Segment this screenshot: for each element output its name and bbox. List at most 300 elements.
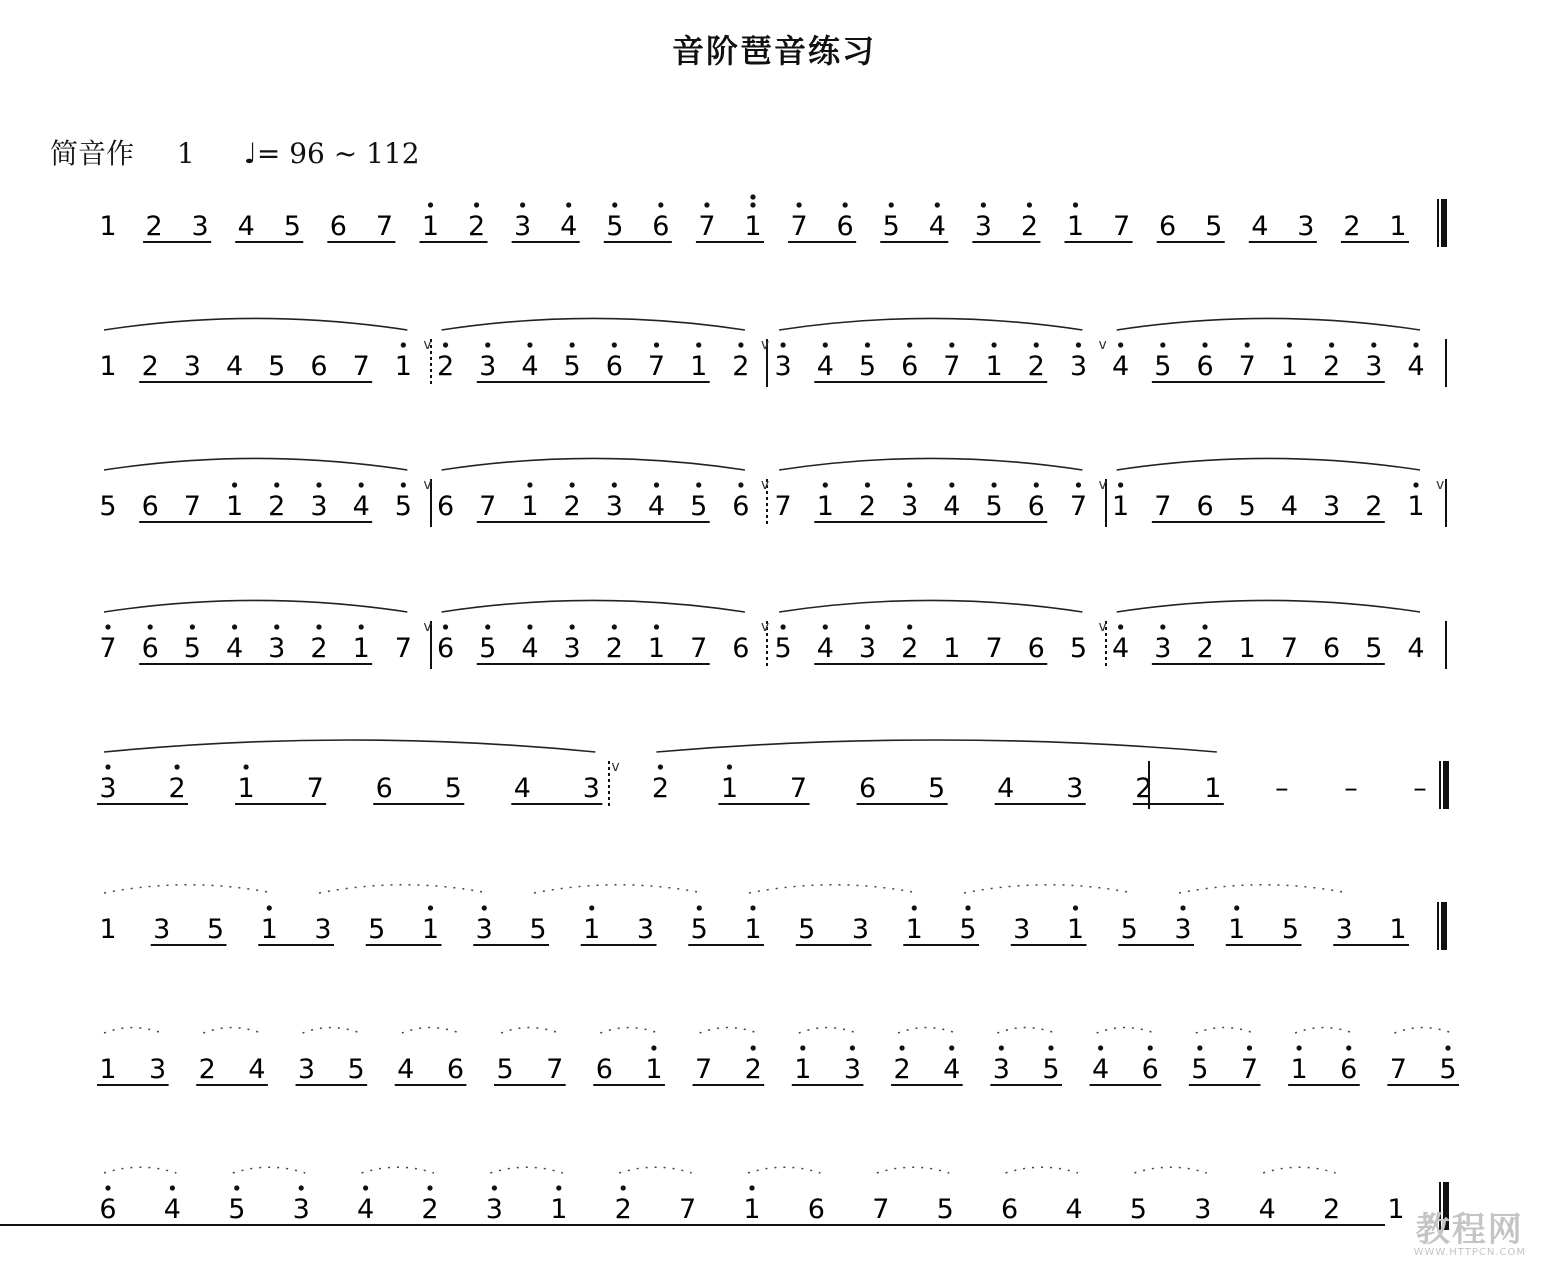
octave-dot	[621, 1185, 626, 1190]
note: 7	[1112, 211, 1131, 242]
note: 7	[790, 211, 808, 242]
note: 2	[563, 491, 581, 522]
note: 5	[936, 1194, 954, 1225]
note: 4	[1112, 633, 1130, 664]
note: 3	[582, 773, 600, 804]
note: 6	[436, 633, 455, 664]
note: 3	[1335, 914, 1353, 945]
octave-dot	[800, 1045, 805, 1050]
octave-dot	[907, 482, 912, 487]
note: 6	[141, 491, 159, 522]
octave-dot	[170, 1185, 175, 1190]
octave-dot	[482, 905, 487, 910]
note: 5	[1439, 1054, 1457, 1085]
note: 3	[1069, 351, 1088, 382]
note: 1	[421, 211, 440, 242]
octave-dot	[148, 624, 153, 629]
note: 5	[690, 491, 708, 522]
slur	[600, 1028, 658, 1033]
note: 2	[1323, 351, 1341, 382]
score-line-6	[0, 885, 1444, 950]
note: 6	[1027, 633, 1045, 664]
note: 2	[145, 211, 163, 242]
octave-dot	[244, 764, 249, 769]
note: 1	[1238, 633, 1256, 664]
note: 4	[943, 1054, 961, 1085]
octave-dot	[850, 1045, 855, 1050]
note: 3	[485, 1194, 503, 1225]
slur	[319, 885, 488, 893]
slur	[1263, 1167, 1335, 1173]
slur	[442, 600, 745, 612]
note: 5	[529, 914, 547, 945]
octave-dot	[780, 342, 785, 347]
note: 3	[843, 1054, 862, 1085]
octave-dot	[1247, 1045, 1252, 1050]
note: 4	[943, 491, 961, 522]
note: 5	[882, 211, 900, 242]
note: 7	[694, 1054, 713, 1085]
octave-dot	[267, 905, 272, 910]
note: 1	[1204, 773, 1222, 804]
note: 1	[985, 351, 1003, 382]
octave-dot	[658, 202, 663, 207]
note: 5	[858, 351, 877, 382]
note: 3	[1297, 211, 1315, 242]
slur	[877, 1167, 949, 1173]
page-title: 音阶琶音练习	[671, 32, 876, 70]
watermark	[1414, 1202, 1526, 1258]
note: 3	[268, 633, 286, 664]
note: 3	[901, 491, 919, 522]
note: 5	[99, 491, 117, 522]
note: 7	[1240, 1054, 1259, 1085]
slur	[534, 885, 703, 893]
note: 4	[237, 211, 255, 242]
octave-dot	[527, 342, 532, 347]
slur	[442, 318, 745, 330]
note: 7	[647, 351, 666, 382]
note: 3	[992, 1054, 1010, 1085]
note: 1	[99, 914, 117, 945]
octave-dot	[935, 202, 940, 207]
breath-mark: v	[760, 619, 770, 635]
note: 5	[1191, 1054, 1209, 1085]
note: 5	[928, 773, 946, 804]
note: 4	[225, 633, 244, 664]
note: 6	[1159, 211, 1177, 242]
octave-dot	[1034, 482, 1039, 487]
note: 7	[943, 351, 961, 382]
octave-dot	[1118, 624, 1123, 629]
note: 1	[1387, 1194, 1405, 1225]
note: 6	[436, 491, 455, 522]
breath-mark: v	[423, 477, 432, 493]
octave-dot	[823, 624, 828, 629]
watermark-logo: 教程网	[1415, 1210, 1524, 1250]
octave-dot	[780, 624, 785, 629]
note: 1	[521, 491, 539, 522]
note: 1	[690, 351, 708, 382]
note: 7	[306, 773, 324, 804]
note: 7	[394, 633, 412, 664]
note: 1	[794, 1054, 812, 1085]
octave-dot	[999, 1045, 1004, 1050]
octave-dot	[751, 1045, 756, 1050]
octave-dot	[299, 1185, 304, 1190]
octave-dot	[316, 624, 321, 629]
note: 5	[228, 1194, 246, 1225]
note: 3	[153, 914, 171, 945]
slur	[104, 1167, 176, 1173]
slur	[1117, 458, 1420, 470]
note: 4	[1065, 1194, 1083, 1225]
octave-dot	[750, 202, 755, 207]
note: 7	[1238, 351, 1256, 382]
note: 5	[183, 633, 201, 664]
note: 7	[872, 1194, 890, 1225]
octave-dot	[359, 482, 364, 487]
octave-dot	[105, 624, 110, 629]
note: 2	[168, 773, 186, 804]
octave-dot	[907, 624, 912, 629]
key-signature: 1	[176, 137, 195, 170]
note: 5	[774, 633, 792, 664]
note: 2	[268, 491, 286, 522]
note: 3	[479, 351, 497, 382]
octave-dot	[1297, 1045, 1302, 1050]
note: 2	[467, 211, 486, 242]
composer-label: 简音作	[50, 137, 135, 170]
note: 3	[563, 633, 581, 664]
note: 7	[679, 1194, 697, 1225]
note: 2	[744, 1054, 762, 1085]
note: 6	[836, 211, 854, 242]
note: 4	[1407, 633, 1425, 664]
note: 3	[858, 633, 877, 664]
note: 2	[901, 633, 919, 664]
breath-mark: v	[760, 477, 770, 493]
note: 1	[1280, 351, 1299, 382]
slur	[1196, 1028, 1254, 1033]
note: 6	[901, 351, 919, 382]
note: 6	[652, 211, 670, 242]
slur	[779, 318, 1082, 330]
note: 6	[1323, 633, 1341, 664]
note: 3	[1194, 1194, 1212, 1225]
note: 1	[1389, 211, 1407, 242]
octave-dot	[1245, 342, 1250, 347]
note: 5	[1205, 211, 1223, 242]
note: 6	[375, 773, 393, 804]
octave-dot	[865, 342, 870, 347]
note: 5	[444, 773, 462, 804]
octave-dot	[1287, 342, 1292, 347]
note: 6	[99, 1194, 117, 1225]
note: 4	[647, 491, 666, 522]
octave-dot	[1027, 202, 1032, 207]
slur	[104, 740, 595, 752]
slur	[1097, 1028, 1155, 1033]
note: 4	[928, 211, 946, 242]
octave-dot	[1329, 342, 1334, 347]
note: 1	[260, 914, 278, 945]
breath-mark: v	[1098, 619, 1107, 635]
note: 3	[297, 1054, 316, 1085]
octave-dot	[1048, 1045, 1053, 1050]
slur	[203, 1028, 261, 1033]
note: 1	[1066, 914, 1085, 945]
octave-dot	[527, 482, 532, 487]
note: 2	[1323, 1194, 1341, 1225]
note: 6	[807, 1194, 825, 1225]
octave-dot	[1202, 624, 1207, 629]
note: 4	[997, 773, 1015, 804]
octave-dot	[443, 624, 448, 629]
note: 4	[816, 351, 834, 382]
slur	[104, 318, 407, 330]
note: 1	[943, 633, 961, 664]
slur	[799, 1028, 857, 1033]
note: 6	[310, 351, 328, 382]
note: –	[1275, 773, 1289, 804]
note: 7	[1069, 491, 1088, 522]
note: 5	[394, 491, 412, 522]
note: 6	[329, 211, 347, 242]
slur	[1394, 1028, 1452, 1033]
octave-dot	[190, 624, 195, 629]
note: 7	[789, 773, 808, 804]
note: 3	[1013, 914, 1031, 945]
octave-dot	[612, 202, 617, 207]
breath-mark: v	[423, 619, 432, 635]
octave-dot	[1034, 342, 1039, 347]
note: 4	[1112, 351, 1130, 382]
watermark-url: WWW.HTTPCN.COM	[1413, 1247, 1526, 1258]
breath-mark: v	[760, 337, 770, 353]
octave-dot	[696, 342, 701, 347]
score-line-1	[99, 190, 1444, 247]
octave-dot	[1160, 624, 1165, 629]
note: 7	[546, 1054, 564, 1085]
slur	[490, 1167, 562, 1173]
octave-dot	[556, 1185, 561, 1190]
octave-dot	[428, 202, 433, 207]
octave-dot	[738, 482, 743, 487]
note: 1	[99, 211, 117, 242]
note: 2	[651, 773, 670, 804]
note: 3	[475, 914, 493, 945]
note: 1	[1112, 491, 1130, 522]
note: 1	[550, 1194, 568, 1225]
note: 1	[394, 351, 412, 382]
slur	[104, 885, 273, 893]
score-line-8	[0, 1167, 1446, 1230]
note: 1	[225, 491, 244, 522]
note: 5	[206, 914, 225, 945]
octave-dot	[651, 1045, 656, 1050]
note: 7	[352, 351, 370, 382]
slur	[1179, 885, 1348, 893]
octave-dot	[1413, 342, 1418, 347]
note: 5	[1365, 633, 1383, 664]
octave-dot	[232, 482, 237, 487]
octave-dot	[907, 342, 912, 347]
octave-dot	[359, 624, 364, 629]
note: 2	[436, 351, 455, 382]
octave-dot	[612, 342, 617, 347]
note: 2	[1020, 211, 1039, 242]
octave-dot	[1160, 342, 1165, 347]
note: 3	[605, 491, 623, 522]
note: –	[1344, 773, 1358, 804]
score-line-7	[97, 1028, 1459, 1085]
slur	[1117, 600, 1420, 612]
octave-dot	[991, 342, 996, 347]
note: 3	[149, 1054, 167, 1085]
note: 3	[1323, 491, 1341, 522]
octave-dot	[234, 1185, 239, 1190]
slur	[1134, 1167, 1206, 1173]
octave-dot	[654, 482, 659, 487]
note: 6	[732, 633, 750, 664]
note: 1	[1290, 1054, 1308, 1085]
note: 7	[698, 211, 716, 242]
slur	[104, 1028, 162, 1033]
note: 3	[1365, 351, 1383, 382]
octave-dot	[443, 342, 448, 347]
note: 3	[1154, 633, 1172, 664]
breath-mark: v	[1098, 337, 1107, 353]
note: 5	[1129, 1194, 1147, 1225]
note: 5	[985, 491, 1003, 522]
note: 2	[198, 1054, 216, 1085]
octave-dot	[589, 905, 594, 910]
score-line-4	[99, 600, 1446, 669]
octave-dot	[612, 624, 617, 629]
octave-dot	[865, 482, 870, 487]
octave-dot	[316, 482, 321, 487]
note: 7	[1389, 1054, 1407, 1085]
octave-dot	[949, 342, 954, 347]
note: 4	[521, 633, 539, 664]
octave-dot	[492, 1185, 497, 1190]
note: 1	[421, 914, 440, 945]
slur	[1006, 1167, 1078, 1173]
note: 6	[1196, 491, 1214, 522]
note: 5	[606, 211, 624, 242]
octave-dot	[654, 342, 659, 347]
note: 1	[352, 633, 370, 664]
note: 3	[183, 351, 201, 382]
note: 1	[99, 351, 117, 382]
octave-dot	[823, 482, 828, 487]
note: 3	[851, 914, 870, 945]
octave-dot	[865, 624, 870, 629]
slur	[303, 1028, 361, 1033]
note: 3	[292, 1194, 310, 1225]
octave-dot	[363, 1185, 368, 1190]
note: 7	[375, 211, 394, 242]
slur	[233, 1167, 305, 1173]
octave-dot	[981, 202, 986, 207]
note: 1	[816, 491, 834, 522]
note: 5	[479, 633, 497, 664]
note: 4	[225, 351, 244, 382]
note: 6	[858, 773, 877, 804]
octave-dot	[843, 202, 848, 207]
octave-dot	[232, 624, 237, 629]
note: 1	[720, 773, 739, 804]
octave-dot	[1073, 202, 1078, 207]
octave-dot	[1197, 1045, 1202, 1050]
octave-dot	[1180, 905, 1185, 910]
note: 1	[905, 914, 923, 945]
slur	[104, 458, 407, 470]
slur	[748, 1167, 820, 1173]
note: 5	[283, 211, 301, 242]
note: 5	[268, 351, 286, 382]
octave-dot	[1202, 342, 1207, 347]
octave-dot	[1445, 1045, 1450, 1050]
score-line-2	[99, 318, 1446, 387]
note: 3	[1066, 773, 1084, 804]
score-line-5	[97, 740, 1446, 809]
octave-dot	[274, 624, 279, 629]
slur	[362, 1167, 434, 1173]
octave-dot	[612, 482, 617, 487]
note: 1	[645, 1054, 663, 1085]
octave-dot	[738, 342, 743, 347]
note: 5	[690, 914, 708, 945]
note: 1	[1407, 491, 1425, 522]
note: 6	[595, 1054, 613, 1085]
note: 3	[310, 491, 328, 522]
breath-mark: v	[423, 337, 432, 353]
note: –	[1413, 773, 1427, 804]
octave-dot	[1118, 342, 1123, 347]
note: 5	[1120, 914, 1138, 945]
note: 3	[974, 211, 992, 242]
octave-dot	[105, 1185, 110, 1190]
note: 7	[1154, 491, 1172, 522]
slur	[656, 740, 1216, 752]
octave-dot	[401, 342, 406, 347]
slur	[501, 1028, 559, 1033]
slur	[964, 885, 1133, 893]
octave-dot	[654, 624, 659, 629]
note: 4	[357, 1194, 375, 1225]
note: 1	[1228, 914, 1246, 945]
note: 4	[560, 211, 578, 242]
octave-dot	[796, 202, 801, 207]
note: 2	[141, 351, 159, 382]
slur	[442, 458, 745, 470]
note: 3	[99, 773, 117, 804]
octave-dot	[1148, 1045, 1153, 1050]
note: 1	[237, 773, 255, 804]
note: 7	[985, 633, 1003, 664]
note: 6	[446, 1054, 465, 1085]
note: 7	[183, 491, 201, 522]
note: 1	[743, 1194, 761, 1225]
note: 3	[191, 211, 209, 242]
slur	[779, 600, 1082, 612]
slur	[104, 600, 407, 612]
octave-dot	[105, 764, 110, 769]
octave-dot	[401, 482, 406, 487]
tempo-marking: ♩= 96 ~ 112	[243, 137, 420, 170]
